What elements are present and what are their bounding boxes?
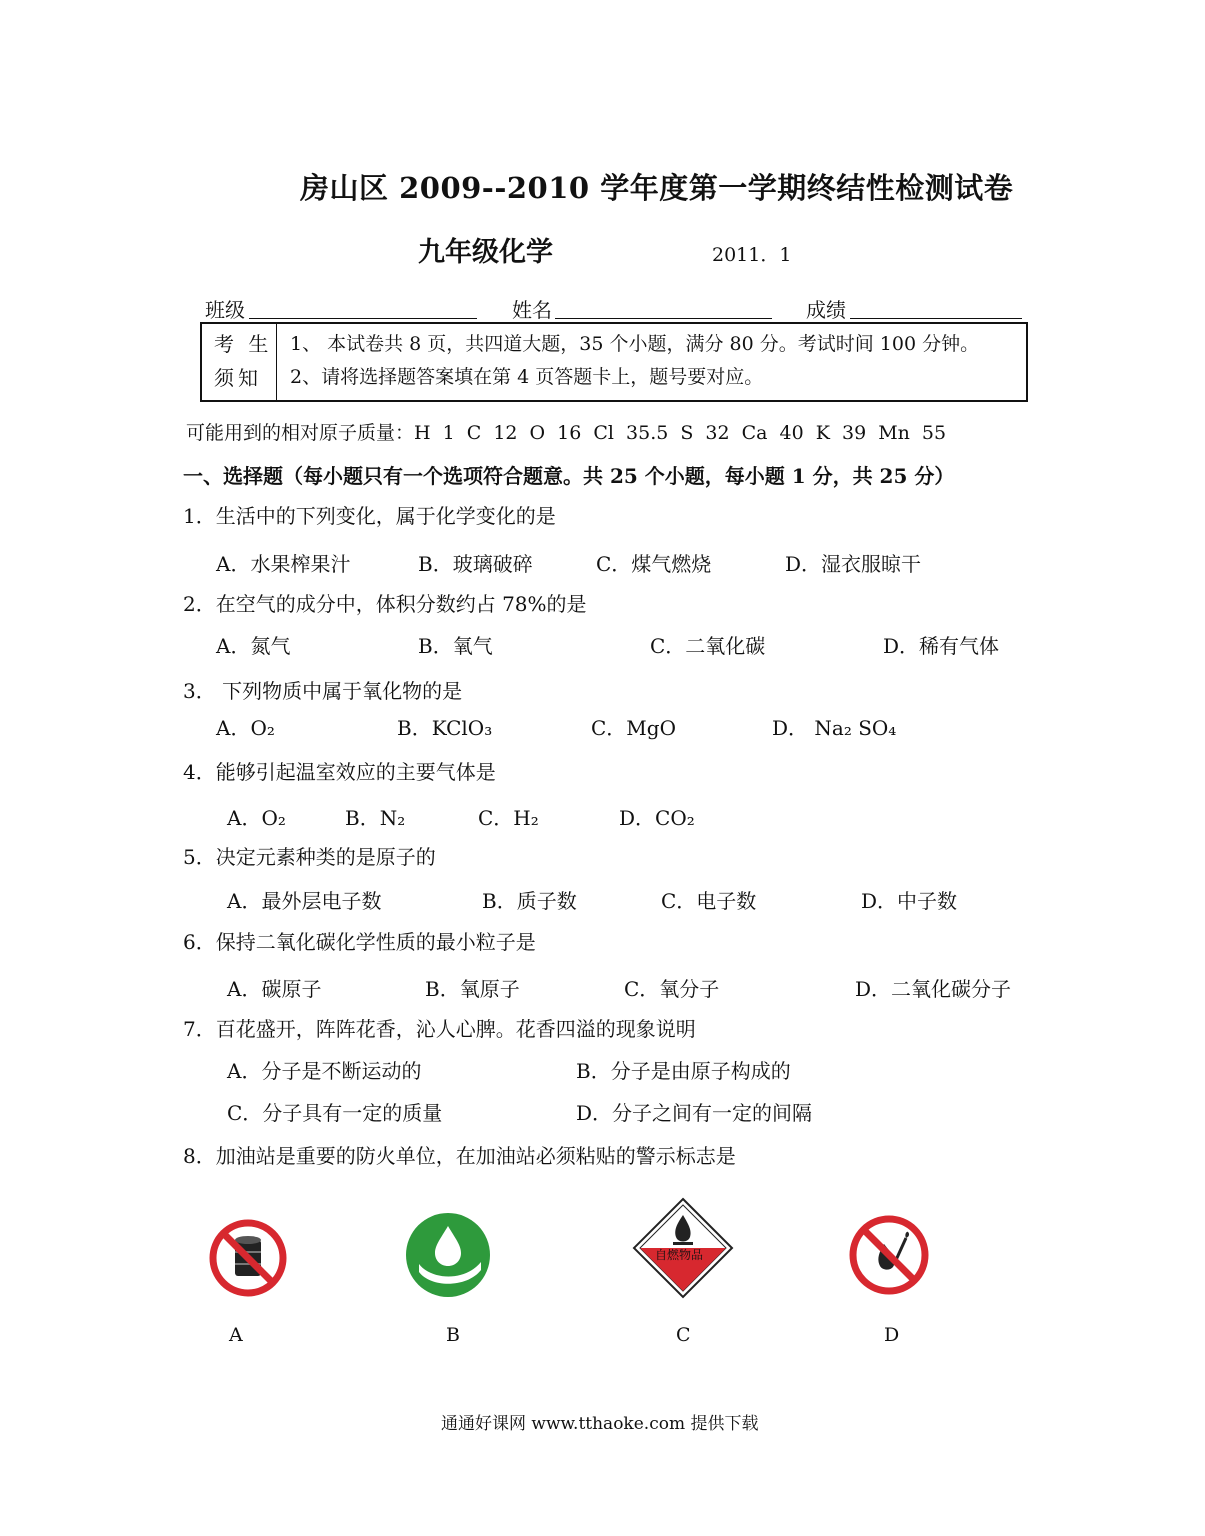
- question-stem: 2．在空气的成分中，体积分数约占 78%的是: [183, 592, 587, 616]
- notice-heading-line1: 考 生: [214, 332, 273, 356]
- option-a[interactable]: A．分子是不断运动的: [227, 1059, 422, 1083]
- sign-label-c: C: [676, 1324, 691, 1346]
- question-stem: 5．决定元素种类的是原子的: [183, 845, 436, 869]
- option-a[interactable]: A．氮气: [216, 634, 291, 658]
- question-stem: 6．保持二氧化碳化学性质的最小粒子是: [183, 930, 536, 954]
- question-stem: 7．百花盛开，阵阵花香，沁人心脾。花香四溢的现象说明: [183, 1017, 696, 1041]
- option-d[interactable]: D．二氧化碳分子: [855, 977, 1012, 1001]
- option-c[interactable]: C．H₂: [478, 806, 539, 830]
- class-label: 班级: [205, 298, 245, 322]
- option-d[interactable]: D． Na₂ SO₄: [772, 716, 897, 740]
- notice-heading-cell: [202, 324, 277, 400]
- question-stem: 1．生活中的下列变化，属于化学变化的是: [183, 504, 556, 528]
- name-label: 姓名: [512, 298, 552, 322]
- option-d[interactable]: D．CO₂: [619, 806, 695, 830]
- option-d[interactable]: D．湿衣服晾干: [785, 552, 922, 576]
- option-b[interactable]: B．玻璃破碎: [418, 552, 533, 576]
- sign-label-d: D: [884, 1324, 900, 1346]
- option-d[interactable]: D．稀有气体: [883, 634, 1000, 658]
- class-field-line[interactable]: [249, 318, 477, 319]
- notice-line-2: 2、请将选择题答案填在第 4 页答题卡上，题号要对应。: [290, 366, 764, 388]
- sign-c-text: 自燃物品: [655, 1248, 704, 1262]
- notice-heading-line2: 须知: [214, 366, 262, 390]
- notice-box: [200, 322, 1028, 402]
- sign-label-a: A: [229, 1324, 243, 1346]
- notice-line-1: 1、 本试卷共 8 页，共四道大题，35 个小题，满分 80 分。考试时间 100 分钟。: [290, 333, 980, 355]
- option-c[interactable]: C．煤气燃烧: [596, 552, 712, 576]
- option-b[interactable]: B．质子数: [482, 889, 577, 913]
- no-oil-drum-sign-icon[interactable]: [208, 1218, 288, 1298]
- sign-label-b: B: [446, 1324, 460, 1346]
- exam-title: 房山区 2009--2010 学年度第一学期终结性检测试卷: [300, 171, 1014, 205]
- option-d[interactable]: D．中子数: [861, 889, 958, 913]
- option-a[interactable]: A．水果榨果汁: [216, 552, 351, 576]
- no-fire-sign-icon[interactable]: [848, 1214, 930, 1296]
- option-a[interactable]: A．O₂: [216, 716, 275, 740]
- question-stem: 3． 下列物质中属于氧化物的是: [183, 679, 463, 703]
- option-b[interactable]: B．N₂: [345, 806, 406, 830]
- option-c[interactable]: C．分子具有一定的质量: [227, 1101, 443, 1125]
- question-stem: 8．加油站是重要的防火单位，在加油站必须粘贴的警示标志是: [183, 1144, 736, 1168]
- water-saving-sign-icon[interactable]: [405, 1212, 491, 1298]
- atomic-masses: 可能用到的相对原子质量：H 1 C 12 O 16 Cl 35.5 S 32 Ca 40 K 39 Mn 55: [186, 422, 947, 444]
- option-c[interactable]: C．电子数: [661, 889, 757, 913]
- page-footer: 通通好课网 www.tthaoke.com 提供下载: [441, 1414, 759, 1434]
- question-stem: 4．能够引起温室效应的主要气体是: [183, 760, 496, 784]
- exam-subtitle: 九年级化学: [418, 237, 553, 268]
- option-a[interactable]: A．O₂: [227, 806, 286, 830]
- score-field-line[interactable]: [850, 318, 1022, 319]
- option-a[interactable]: A．最外层电子数: [227, 889, 382, 913]
- option-b[interactable]: B．氧气: [418, 634, 493, 658]
- option-c[interactable]: C．氧分子: [624, 977, 720, 1001]
- option-b[interactable]: B．氧原子: [425, 977, 520, 1001]
- exam-date: 2011．1: [712, 244, 792, 266]
- option-c[interactable]: C．二氧化碳: [650, 634, 766, 658]
- option-d[interactable]: D．分子之间有一定的间隔: [576, 1101, 813, 1125]
- section-title: 一、选择题（每小题只有一个选项符合题意。共 25 个小题，每小题 1 分，共 25 分）: [183, 464, 955, 488]
- option-c[interactable]: C．MgO: [591, 716, 676, 740]
- option-b[interactable]: B．分子是由原子构成的: [576, 1059, 791, 1083]
- score-label: 成绩: [806, 298, 846, 322]
- option-a[interactable]: A．碳原子: [227, 977, 322, 1001]
- name-field-line[interactable]: [555, 318, 772, 319]
- option-b[interactable]: B．KClO₃: [397, 716, 493, 740]
